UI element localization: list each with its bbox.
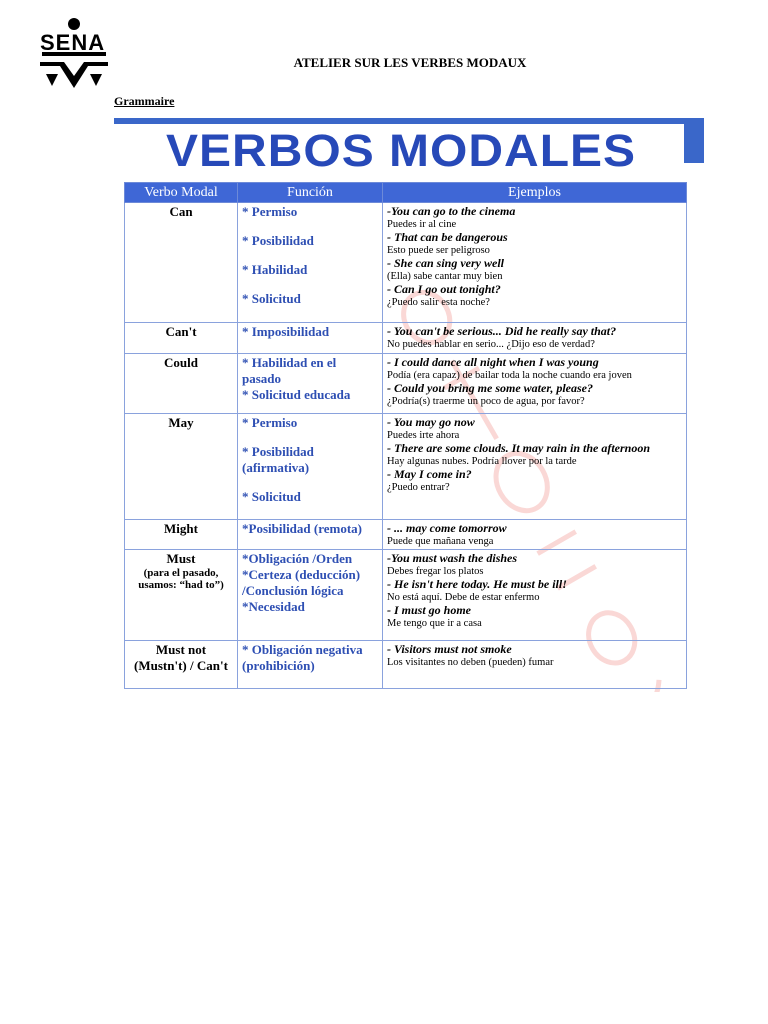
function-item: *Certeza (deducción) /Conclusión lógica — [242, 567, 361, 598]
example-english: - You can't be serious... Did he really say that? — [387, 324, 617, 338]
function-item: * Solicitud — [242, 291, 301, 306]
table-row — [125, 203, 687, 323]
example-spanish: No está aquí. Debe de estar enfermo — [387, 592, 540, 603]
function-cell — [238, 414, 383, 520]
verb-cell: May — [125, 414, 238, 520]
function-cell — [238, 203, 383, 323]
example-english: - ... may come tomorrow — [387, 521, 507, 535]
function-item: * Habilidad en el pasado — [242, 355, 337, 386]
logo-text: SENA — [40, 30, 106, 55]
example-spanish: Los visitantes no deben (pueden) fumar — [387, 657, 554, 668]
function-cell — [238, 520, 383, 550]
table-row — [125, 641, 687, 689]
verb-cell — [125, 550, 238, 641]
table-row — [125, 354, 687, 414]
function-item: *Necesidad — [242, 599, 305, 614]
function-item: * Permiso — [242, 204, 298, 219]
example-english: - May I come in? — [387, 467, 472, 481]
function-cell — [238, 550, 383, 641]
example-english: -You can go to the cinema — [387, 204, 516, 218]
column-header: Verbo Modal — [125, 183, 238, 203]
function-cell — [238, 323, 383, 354]
example-spanish: Esto puede ser peligroso — [387, 245, 490, 256]
example-english: - I could dance all night when I was young — [387, 355, 599, 369]
table-row — [125, 550, 687, 641]
examples-cell — [383, 641, 687, 689]
function-item: * Permiso — [242, 415, 298, 430]
verb-label: Must — [166, 551, 196, 566]
example-english: - She can sing very well — [387, 256, 504, 270]
table-row — [125, 414, 687, 520]
verb-cell: Can — [125, 203, 238, 323]
example-spanish: Puedes ir al cine — [387, 219, 457, 230]
function-cell — [238, 641, 383, 689]
table-row — [125, 323, 687, 354]
example-spanish: Puede que mañana venga — [387, 536, 494, 547]
function-item: * Solicitud educada — [242, 387, 351, 402]
example-english: - Visitors must not smoke — [387, 642, 512, 656]
banner-stripe — [114, 118, 704, 124]
banner-corner — [684, 118, 704, 163]
section-label: Grammaire — [114, 94, 175, 108]
figure-banner: VERBOS MODALES — [166, 126, 637, 177]
function-item: * Posibilidad (afirmativa) — [242, 444, 314, 475]
example-spanish: ¿Puedo entrar? — [387, 482, 450, 493]
examples-cell — [383, 323, 687, 354]
example-spanish: ¿Podría(s) traerme un poco de agua, por favor? — [387, 396, 585, 407]
example-english: - That can be dangerous — [387, 230, 508, 244]
modal-verbs-table — [124, 182, 687, 689]
function-item: * Habilidad — [242, 262, 308, 277]
examples-cell — [383, 550, 687, 641]
function-item: * Obligación negativa (prohibición) — [242, 642, 363, 673]
example-english: - Can I go out tonight? — [387, 282, 501, 296]
example-spanish: Puedes irte ahora — [387, 430, 460, 441]
function-item: *Posibilidad (remota) — [242, 521, 363, 536]
example-spanish: ¿Puedo salir esta noche? — [387, 297, 490, 308]
column-header: Ejemplos — [383, 183, 687, 203]
verb-cell: Must not (Mustn't) / Can't — [125, 641, 238, 689]
verb-cell: Could — [125, 354, 238, 414]
document-title: ATELIER SUR LES VERBES MODAUX — [293, 55, 527, 70]
example-english: - I must go home — [387, 603, 472, 617]
function-item: * Imposibilidad — [242, 324, 330, 339]
example-english: -You must wash the dishes — [387, 551, 518, 565]
examples-cell — [383, 203, 687, 323]
example-spanish: Me tengo que ir a casa — [387, 618, 482, 629]
example-english: - He isn't here today. He must be ill! — [387, 577, 567, 591]
verb-note: (para el pasado, usamos: “had to”) — [138, 567, 224, 591]
example-spanish: (Ella) sabe cantar muy bien — [387, 271, 503, 282]
column-header: Función — [238, 183, 383, 203]
examples-cell — [383, 354, 687, 414]
example-english: - You may go now — [387, 415, 475, 429]
function-item: *Obligación /Orden — [242, 551, 353, 566]
function-item: * Solicitud — [242, 489, 301, 504]
table-row — [125, 520, 687, 550]
example-english: - Could you bring me some water, please? — [387, 381, 594, 395]
verb-cell: Can't — [125, 323, 238, 354]
function-cell — [238, 354, 383, 414]
examples-cell — [383, 414, 687, 520]
modal-verbs-figure — [114, 118, 704, 692]
examples-cell — [383, 520, 687, 550]
example-english: - There are some clouds. It may rain in the afternoon — [387, 441, 651, 455]
verb-cell: Might — [125, 520, 238, 550]
example-spanish: Podía (era capaz) de bailar toda la noche cuando era joven — [387, 370, 632, 381]
function-item: * Posibilidad — [242, 233, 314, 248]
example-spanish: No puedes hablar en serio... ¿Dijo eso de verdad? — [387, 339, 595, 350]
example-spanish: Hay algunas nubes. Podría llover por la tarde — [387, 456, 577, 467]
example-spanish: Debes fregar los platos — [387, 566, 484, 577]
